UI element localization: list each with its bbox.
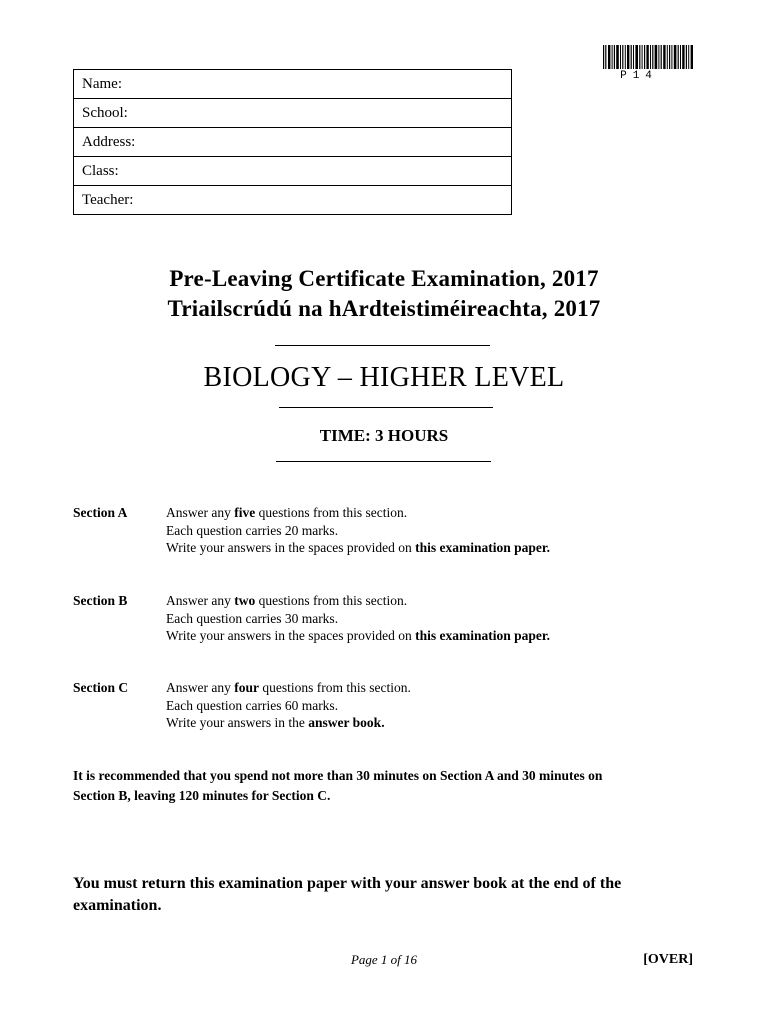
instruction-text: Answer any — [166, 680, 235, 695]
section-label: Section C — [73, 680, 129, 695]
school-field-label: School: — [74, 99, 512, 128]
instruction-line — [166, 539, 693, 557]
instruction-line: Each question carries 30 marks. — [166, 610, 339, 626]
instruction-line — [166, 714, 693, 732]
instruction-line — [166, 679, 693, 697]
instruction-line: Each question carries 20 marks. — [166, 522, 339, 538]
section-instruction-lines — [166, 504, 693, 557]
instruction-line — [166, 504, 693, 522]
subject-title: BIOLOGY – HIGHER LEVEL — [203, 362, 565, 393]
section-label: Section B — [73, 593, 128, 608]
instruction-line — [166, 592, 693, 610]
divider — [275, 345, 490, 346]
instruction-emphasis: this examination paper. — [415, 628, 551, 643]
barcode-code: P14 — [620, 70, 658, 82]
exam-title-english: Pre-Leaving Certificate Examination, 2017 — [169, 266, 599, 291]
barcode-bars — [603, 45, 693, 69]
instruction-line — [166, 627, 693, 645]
instruction-text: Write your answers in the spaces provided on — [166, 540, 416, 555]
instruction-emphasis: answer book. — [308, 715, 385, 730]
student-info-row[interactable] — [74, 99, 512, 128]
return-note-line: You must return this examination paper with your answer book at the end of the — [73, 875, 622, 892]
address-field-label: Address: — [74, 128, 512, 157]
name-field-label: Name: — [74, 70, 512, 99]
student-info-row[interactable] — [74, 186, 512, 215]
return-paper-note — [73, 873, 703, 917]
time-recommendation — [73, 766, 703, 806]
over-indicator: [OVER] — [643, 952, 693, 967]
instruction-emphasis: five — [234, 505, 256, 520]
student-info-row[interactable] — [74, 128, 512, 157]
student-info-row[interactable] — [74, 157, 512, 186]
student-info-table — [73, 69, 512, 215]
section-instruction-lines — [166, 679, 693, 732]
barcode — [603, 45, 693, 85]
instruction-text: questions from this section. — [255, 505, 408, 520]
exam-time: TIME: 3 HOURS — [319, 426, 449, 445]
return-note-line: examination. — [73, 897, 162, 914]
instruction-emphasis: four — [234, 680, 259, 695]
instruction-text: Answer any — [166, 505, 235, 520]
class-field-label: Class: — [74, 157, 512, 186]
page-number: Page 1 of 16 — [350, 952, 418, 967]
section-label: Section A — [73, 505, 128, 520]
instruction-text: Write your answers in the spaces provided on — [166, 628, 416, 643]
recommendation-line: It is recommended that you spend not more than 30 minutes on Section A and 30 minutes on — [73, 768, 603, 783]
section-instruction-lines — [166, 592, 693, 645]
instruction-text: questions from this section. — [258, 680, 411, 695]
divider — [276, 461, 491, 462]
instruction-emphasis: two — [234, 593, 256, 608]
student-info-row[interactable] — [74, 70, 512, 99]
instruction-emphasis: this examination paper. — [415, 540, 551, 555]
divider — [279, 407, 493, 408]
instruction-text: Write your answers in the — [166, 715, 309, 730]
exam-title-irish: Triailscrúdú na hArdteistiméireachta, 2017 — [167, 296, 601, 321]
teacher-field-label: Teacher: — [74, 186, 512, 215]
instruction-text: questions from this section. — [255, 593, 408, 608]
recommendation-line: Section B, leaving 120 minutes for Section C. — [73, 788, 331, 803]
instruction-text: Answer any — [166, 593, 235, 608]
instruction-line: Each question carries 60 marks. — [166, 697, 339, 713]
